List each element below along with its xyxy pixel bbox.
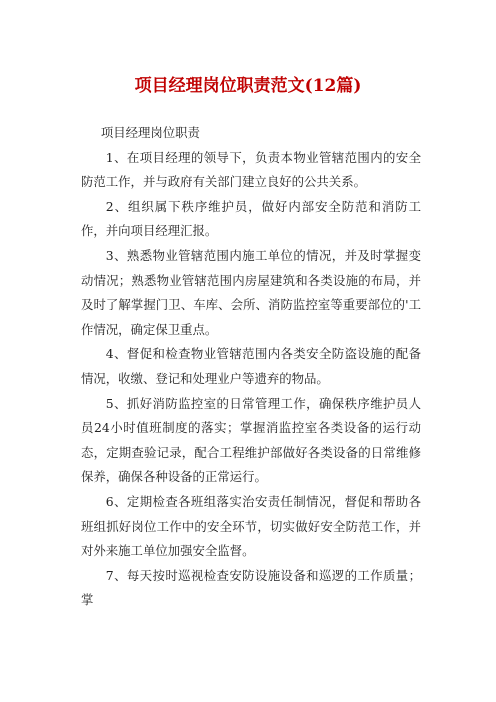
document-body bbox=[81, 121, 421, 613]
paragraph-6: 6、定期检查各班组落实治安责任制情况，督促和帮助各班组抓好岗位工作中的安全环节，切实做好安全防范工作，并对外来施工单位加强安全监督。 bbox=[81, 493, 421, 559]
paragraph-2: 2、组织属下秩序维护员，做好内部安全防范和消防工作，并向项目经理汇报。 bbox=[81, 198, 421, 239]
paragraph-3: 3、熟悉物业管辖范围内施工单位的情况，并及时掌握变动情况；熟悉物业管辖范围内房屋建筑和各类设施的布局，并及时了解掌握门卫、车库、会所、消防监控室等重要部位的'工作情况，确定保卫重点。 bbox=[81, 247, 421, 337]
paragraph-7: 7、每天按时巡视检查安防设施设备和巡逻的工作质量；掌 bbox=[81, 567, 421, 608]
document-title: 项目经理岗位职责范文(12篇) bbox=[134, 76, 362, 96]
paragraph-4: 4、督促和检查物业管辖范围内各类安全防盗设施的配备情况，收缴、登记和处理业户等遗弃的物品。 bbox=[81, 346, 421, 386]
section-heading: 项目经理岗位职责 bbox=[100, 125, 200, 140]
paragraph-1: 1、在项目经理的领导下，负责本物业管辖范围内的安全防范工作，并与政府有关部门建立良好的公共关系。 bbox=[81, 149, 421, 190]
paragraph-5: 5、抓好消防监控室的日常管理工作，确保秩序维护员人员24小时值班制度的落实；掌握消监控室各类设备的运行动态，定期查验记录，配合工程维护部做好各类设备的日常维修保养，确保各种设备的正常运行。 bbox=[81, 395, 421, 485]
